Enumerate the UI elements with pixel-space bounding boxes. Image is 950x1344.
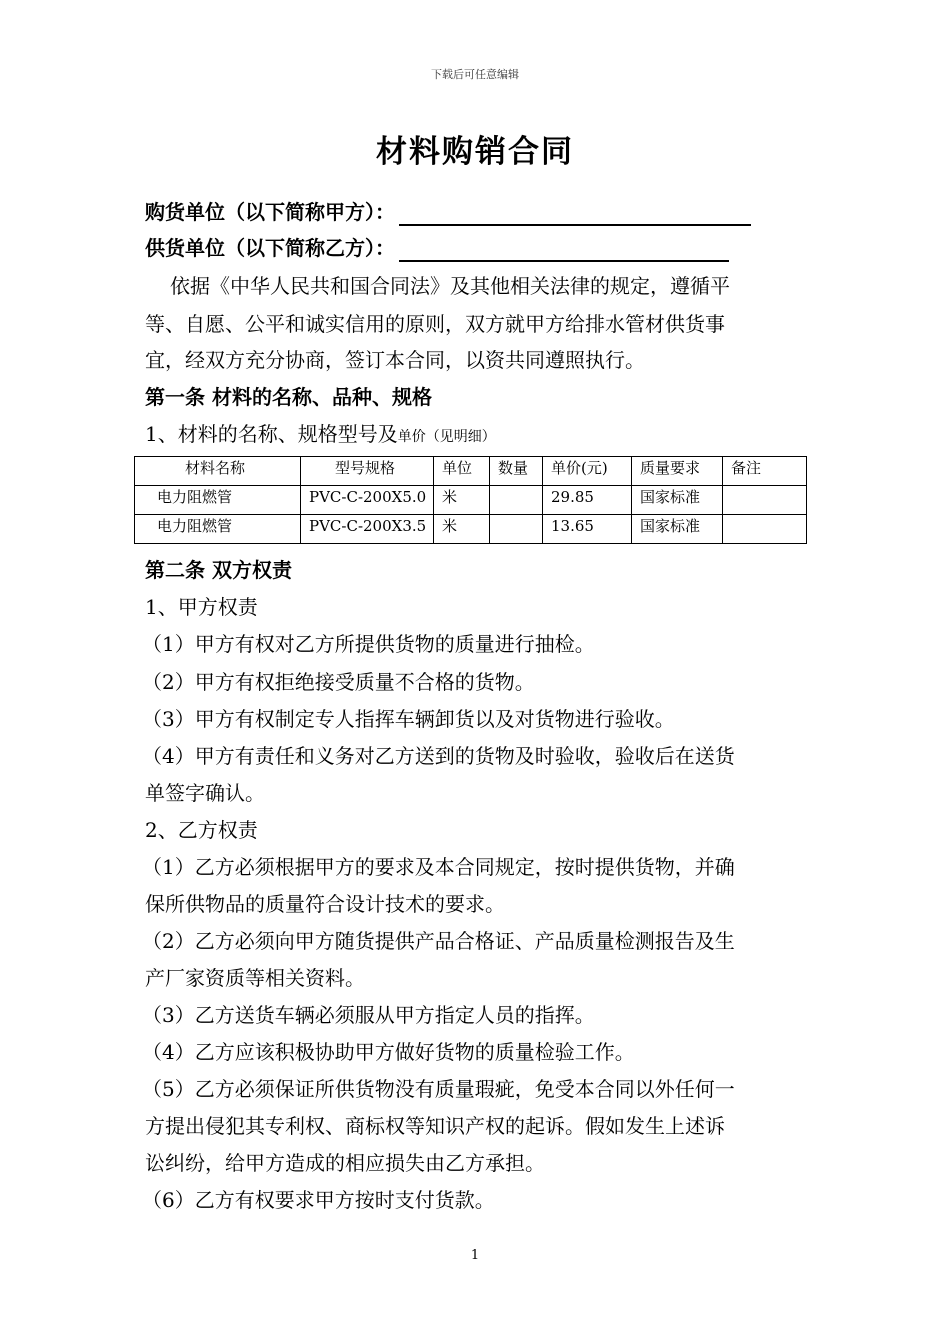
table-cell: PVC-C-200X3.5 <box>301 515 434 544</box>
table-row <box>135 486 807 515</box>
materials-table <box>134 456 807 544</box>
partyB-line-10: （6）乙方有权要求甲方按时支付货款。 <box>142 1188 495 1212</box>
partyB-line-6: （4）乙方应该积极协助甲方做好货物的质量检验工作。 <box>142 1040 635 1064</box>
partyB-line-1: （1）乙方必须根据甲方的要求及本合同规定，按时提供货物，并确 <box>142 855 735 879</box>
table-cell: 29.85 <box>543 486 632 515</box>
header-cell: 单价(元) <box>543 457 632 486</box>
partyB-line-9: 讼纠纷，给甲方造成的相应损失由乙方承担。 <box>145 1151 545 1175</box>
partyA-line-4: （4）甲方有责任和义务对乙方送到的货物及时验收，验收后在送货 <box>142 744 735 768</box>
partyB-line-3: （2）乙方必须向甲方随货提供产品合格证、产品质量检测报告及生 <box>142 929 735 953</box>
table-cell: 米 <box>434 515 490 544</box>
header-cell: 材料名称 <box>135 457 301 486</box>
header-cell: 数量 <box>490 457 543 486</box>
partyB-line-4: 产厂家资质等相关资料。 <box>145 966 365 990</box>
supplier-label: 供货单位（以下简称乙方）： <box>145 236 395 260</box>
table-cell: PVC-C-200X5.0 <box>301 486 434 515</box>
article1-item1 <box>145 420 496 451</box>
intro-line-1: 依据《中华人民共和国合同法》及其他相关法律的规定，遵循平 <box>170 274 730 298</box>
article1-heading: 第一条 材料的名称、品种、规格 <box>145 385 432 409</box>
table-cell <box>490 515 543 544</box>
partyB-line-2: 保所供物品的质量符合设计技术的要求。 <box>145 892 505 916</box>
partyA-line-2: （2）甲方有权拒绝接受质量不合格的货物。 <box>142 670 535 694</box>
partyB-line-5: （3）乙方送货车辆必须服从甲方指定人员的指挥。 <box>142 1003 595 1027</box>
buyer-label: 购货单位（以下简称甲方）： <box>145 200 395 224</box>
partyA-line-3: （3）甲方有权制定专人指挥车辆卸货以及对货物进行验收。 <box>142 707 675 731</box>
header-cell: 单位 <box>434 457 490 486</box>
article1-item1-small: 单价（见明细） <box>397 429 496 445</box>
table-cell: 国家标准 <box>632 515 723 544</box>
header-cell: 质量要求 <box>632 457 723 486</box>
partyB-line-8: 方提出侵犯其专利权、商标权等知识产权的起诉。假如发生上述诉 <box>145 1114 725 1138</box>
header-cell: 型号规格 <box>301 457 434 486</box>
article2-heading: 第二条 双方权责 <box>145 558 292 582</box>
document-title: 材料购销合同 <box>376 134 574 170</box>
buyer-blank <box>399 204 751 226</box>
supplier-line <box>145 234 729 262</box>
page-number: 1 <box>470 1248 480 1263</box>
partyA-heading: 1、甲方权责 <box>145 595 258 619</box>
table-cell: 米 <box>434 486 490 515</box>
intro-line-2: 等、自愿、公平和诚实信用的原则，双方就甲方给排水管材供货事 <box>145 312 725 336</box>
article1-item1-main: 1、材料的名称、规格型号及 <box>145 422 398 446</box>
partyB-heading: 2、乙方权责 <box>145 818 258 842</box>
table-cell: 电力阻燃管 <box>135 515 301 544</box>
table-cell: 电力阻燃管 <box>135 486 301 515</box>
header-cell: 备注 <box>723 457 807 486</box>
table-cell: 国家标准 <box>632 486 723 515</box>
partyB-line-7: （5）乙方必须保证所供货物没有质量瑕疵，免受本合同以外任何一 <box>142 1077 735 1101</box>
buyer-line <box>145 198 751 226</box>
intro-line-3: 宜，经双方充分协商，签订本合同，以资共同遵照执行。 <box>145 348 645 372</box>
header-note: 下载后可任意编辑 <box>431 68 519 81</box>
table-cell <box>490 486 543 515</box>
table-cell <box>723 515 807 544</box>
partyA-line-5: 单签字确认。 <box>145 781 265 805</box>
table-row <box>135 515 807 544</box>
supplier-blank <box>399 240 729 262</box>
table-cell <box>723 486 807 515</box>
table-header-row <box>135 457 807 486</box>
partyA-line-1: （1）甲方有权对乙方所提供货物的质量进行抽检。 <box>142 632 595 656</box>
table-cell: 13.65 <box>543 515 632 544</box>
